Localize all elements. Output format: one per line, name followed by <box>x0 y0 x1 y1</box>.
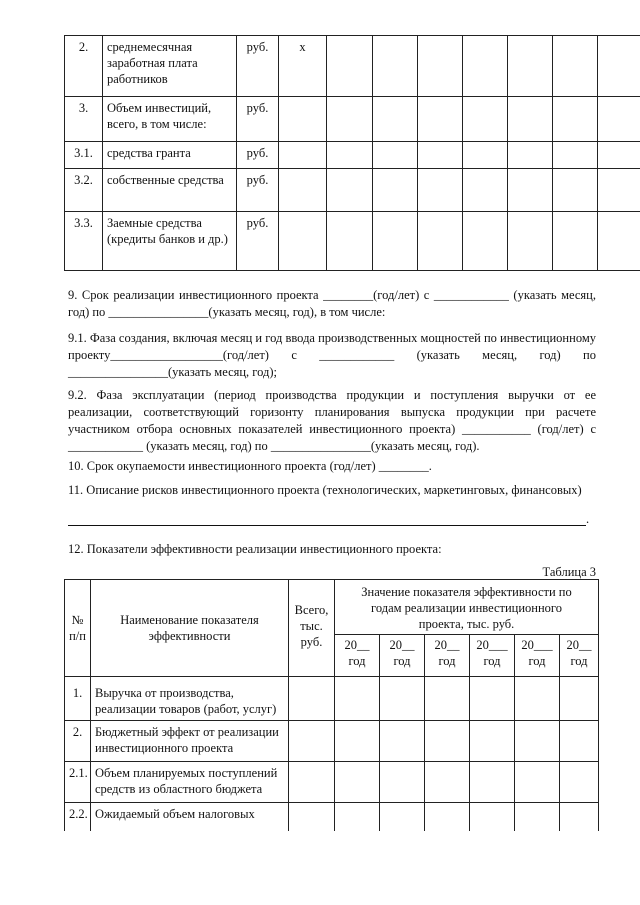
empty-cell <box>508 142 553 169</box>
risks-fill-line <box>68 525 586 526</box>
empty-cell <box>373 36 418 97</box>
empty-cell <box>553 36 598 97</box>
year-header: 20__ год <box>335 635 380 677</box>
empty-cell <box>598 169 640 212</box>
empty-cell <box>560 721 599 762</box>
row-name: собственные средства <box>103 169 237 212</box>
empty-cell <box>327 97 373 142</box>
table-row <box>65 36 640 97</box>
paragraph-11-risks: 11. Описание рисков инвестиционного проекта (технологических, маркетинговых, финансовых) <box>68 483 582 497</box>
header-values-by-year: Значение показателя эффективности по годам реализации инвестиционного проекта, тыс. руб. <box>335 580 599 635</box>
table-row <box>65 677 599 721</box>
year-header: 20___ год <box>470 635 515 677</box>
year-header: 20__ год <box>425 635 470 677</box>
row-name: средства гранта <box>103 142 237 169</box>
row-number: 3.3. <box>65 212 103 271</box>
empty-cell <box>418 212 463 271</box>
empty-cell <box>418 36 463 97</box>
empty-cell <box>598 97 640 142</box>
empty-cell <box>418 142 463 169</box>
empty-cell <box>470 721 515 762</box>
row-name: Объем планируемых поступлений средств из областного бюджета <box>91 762 289 803</box>
risks-line-end: . <box>586 512 590 526</box>
row-mark <box>279 169 327 212</box>
empty-cell <box>327 212 373 271</box>
row-mark <box>279 142 327 169</box>
year-header: 20__ год <box>560 635 599 677</box>
empty-cell <box>380 677 425 721</box>
empty-cell <box>418 97 463 142</box>
row-unit: руб. <box>237 142 279 169</box>
row-name: Бюджетный эффект от реализации инвестиционного проекта <box>91 721 289 762</box>
empty-cell <box>515 721 560 762</box>
empty-cell <box>380 803 425 831</box>
row-number: 2.2. <box>65 803 91 831</box>
empty-cell <box>553 169 598 212</box>
empty-cell <box>553 142 598 169</box>
empty-cell <box>553 212 598 271</box>
empty-cell <box>598 212 640 271</box>
empty-cell <box>289 803 335 831</box>
row-unit: руб. <box>237 212 279 271</box>
paragraph-9-1-creation-phase: 9.1. Фаза создания, включая месяц и год ввода производственных мощностей по инвестиционному проекту__________________(год/лет) с ____________ (указать месяц, год) по ________________(указать месяц, год); <box>68 331 596 379</box>
empty-cell <box>463 97 508 142</box>
empty-cell <box>425 721 470 762</box>
empty-cell <box>470 762 515 803</box>
empty-cell <box>463 212 508 271</box>
row-number: 3.1. <box>65 142 103 169</box>
row-name: Заемные средства (кредиты банков и др.) <box>103 212 237 271</box>
empty-cell <box>335 762 380 803</box>
table-caption: Таблица 3 <box>542 565 596 579</box>
empty-cell <box>553 97 598 142</box>
row-name: среднемесячная заработная плата работников <box>103 36 237 97</box>
empty-cell <box>373 97 418 142</box>
empty-cell <box>470 677 515 721</box>
empty-cell <box>380 762 425 803</box>
empty-cell <box>327 169 373 212</box>
empty-cell <box>335 803 380 831</box>
row-unit: руб. <box>237 169 279 212</box>
empty-cell <box>327 36 373 97</box>
paragraph-9-2-operation-phase: 9.2. Фаза эксплуатации (период производства продукции и поступления выручки от ее реализации, соответствующий горизонту планирования выпуска продукции при расчете участником отбора основных показателей инвестиционного проекта) ___________ (год/лет) с ____________ (указать месяц, год) по ________________(указать месяц, год). <box>68 388 596 453</box>
table-row <box>65 97 640 142</box>
empty-cell <box>289 677 335 721</box>
empty-cell <box>335 677 380 721</box>
row-mark <box>279 212 327 271</box>
empty-cell <box>335 721 380 762</box>
empty-cell <box>463 36 508 97</box>
header-indicator-name: Наименование показателя эффективности <box>91 580 289 677</box>
empty-cell <box>515 762 560 803</box>
table-row <box>65 169 640 212</box>
empty-cell <box>418 169 463 212</box>
year-header: 20__ год <box>380 635 425 677</box>
empty-cell <box>289 721 335 762</box>
empty-cell <box>463 169 508 212</box>
empty-cell <box>425 803 470 831</box>
indicators-table-continuation <box>64 35 640 271</box>
row-name: Ожидаемый объем налоговых <box>91 803 289 831</box>
empty-cell <box>515 677 560 721</box>
empty-cell <box>289 762 335 803</box>
paragraph-9-implementation-period: 9. Срок реализации инвестиционного проекта ________(год/лет) с ____________ (указать месяц, год) по ________________(указать месяц, год), в том числе: <box>68 288 596 319</box>
empty-cell <box>470 803 515 831</box>
header-number: № п/п <box>65 580 91 677</box>
table-row <box>65 142 640 169</box>
empty-cell <box>425 762 470 803</box>
empty-cell <box>560 762 599 803</box>
table-row <box>65 721 599 762</box>
row-name: Объем инвестиций, всего, в том числе: <box>103 97 237 142</box>
row-number: 2.1. <box>65 762 91 803</box>
row-number: 2. <box>65 721 91 762</box>
paragraph-10-payback-period: 10. Срок окупаемости инвестиционного проекта (год/лет) ________. <box>68 459 432 473</box>
header-total: Всего, тыс. руб. <box>289 580 335 677</box>
year-header: 20___ год <box>515 635 560 677</box>
row-mark: х <box>279 36 327 97</box>
empty-cell <box>327 142 373 169</box>
row-number: 3. <box>65 97 103 142</box>
table-row <box>65 212 640 271</box>
row-unit: руб. <box>237 97 279 142</box>
empty-cell <box>463 142 508 169</box>
empty-cell <box>508 36 553 97</box>
row-name: Выручка от производства, реализации товаров (работ, услуг) <box>91 677 289 721</box>
row-mark <box>279 97 327 142</box>
efficiency-table <box>64 579 599 831</box>
empty-cell <box>373 142 418 169</box>
row-number: 2. <box>65 36 103 97</box>
row-unit: руб. <box>237 36 279 97</box>
empty-cell <box>560 803 599 831</box>
empty-cell <box>425 677 470 721</box>
empty-cell <box>373 212 418 271</box>
row-number: 1. <box>65 677 91 721</box>
empty-cell <box>508 169 553 212</box>
empty-cell <box>508 97 553 142</box>
empty-cell <box>380 721 425 762</box>
empty-cell <box>598 142 640 169</box>
table-row <box>65 762 599 803</box>
row-number: 3.2. <box>65 169 103 212</box>
empty-cell <box>598 36 640 97</box>
empty-cell <box>373 169 418 212</box>
table-row <box>65 803 599 831</box>
empty-cell <box>508 212 553 271</box>
empty-cell <box>560 677 599 721</box>
paragraph-12-efficiency: 12. Показатели эффективности реализации инвестиционного проекта: <box>68 542 442 556</box>
empty-cell <box>515 803 560 831</box>
table-header-row <box>65 580 599 635</box>
